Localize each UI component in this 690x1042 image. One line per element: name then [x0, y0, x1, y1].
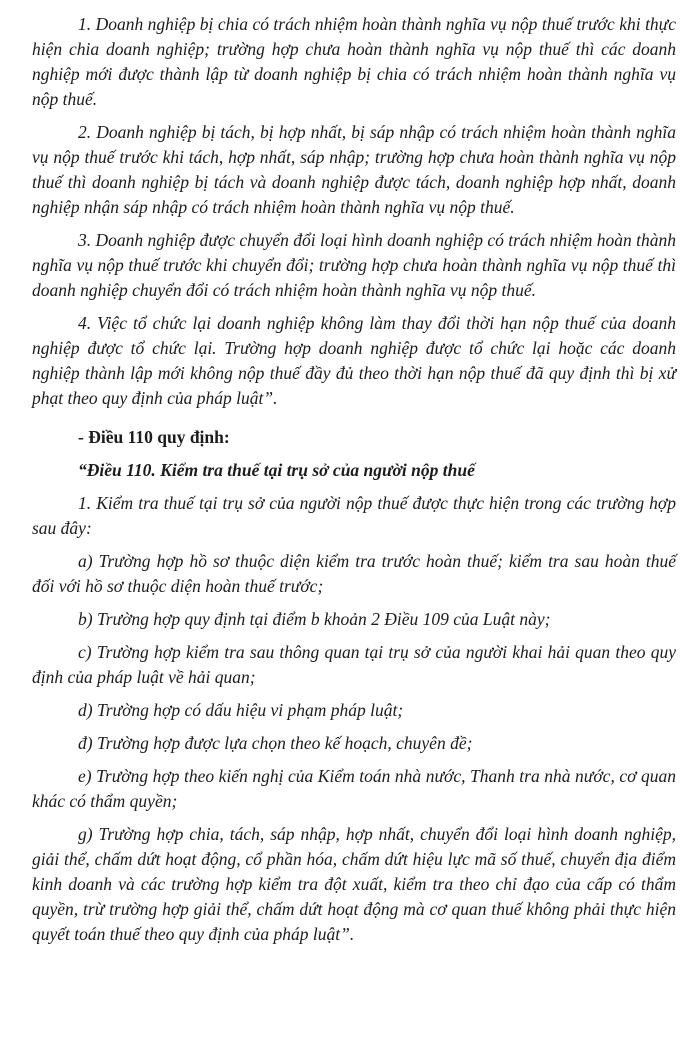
paragraph-item-c: c) Trường hợp kiểm tra sau thông quan tại trụ sở của người khai hải quan theo quy định của pháp luật về hải quan; — [32, 642, 676, 687]
paragraph-clause-2: 2. Doanh nghiệp bị tách, bị hợp nhất, bị sáp nhập có trách nhiệm hoàn thành nghĩa vụ nộp thuế trước khi tách, hợp nhất, sáp nhập; trường hợp chưa hoàn thành nghĩa vụ nộp thuế thì doanh nghiệp bị tách và doanh nghiệp được tách, doanh nghiệp hợp nhất, doanh nghiệp nhận sáp nhập có trách nhiệm hoàn thành nghĩa vụ nộp thuế. — [32, 122, 676, 217]
paragraph-clause-4: 4. Việc tổ chức lại doanh nghiệp không làm thay đổi thời hạn nộp thuế của doanh nghiệp được tổ chức lại. Trường hợp doanh nghiệp được tổ chức lại hoặc các doanh nghiệp thành lập mới không nộp thuế đầy đủ theo thời hạn nộp thuế đã quy định thì bị xử phạt theo quy định của pháp luật”. — [32, 313, 676, 408]
section-heading: - Điều 110 quy định: — [78, 427, 230, 447]
article-title: “Điều 110. Kiểm tra thuế tại trụ sở của người nộp thuế — [78, 460, 475, 480]
paragraph-item-d: d) Trường hợp có dấu hiệu vi phạm pháp luật; — [78, 700, 404, 720]
paragraph-item-e: e) Trường hợp theo kiến nghị của Kiểm toán nhà nước, Thanh tra nhà nước, cơ quan khác có thẩm quyền; — [32, 766, 676, 811]
paragraph-article-intro: 1. Kiểm tra thuế tại trụ sở của người nộp thuế được thực hiện trong các trường hợp sau đây: — [32, 493, 676, 538]
paragraph-item-b: b) Trường hợp quy định tại điểm b khoản 2 Điều 109 của Luật này; — [78, 609, 551, 629]
paragraph-clause-3: 3. Doanh nghiệp được chuyển đổi loại hình doanh nghiệp có trách nhiệm hoàn thành nghĩa vụ nộp thuế trước khi chuyển đổi; trường hợp chưa hoàn thành nghĩa vụ nộp thuế thì doanh nghiệp chuyển đổi có trách nhiệm hoàn thành nghĩa vụ nộp thuế. — [32, 230, 676, 300]
paragraph-item-dd: đ) Trường hợp được lựa chọn theo kế hoạch, chuyên đề; — [78, 733, 473, 753]
paragraph-clause-1: 1. Doanh nghiệp bị chia có trách nhiệm hoàn thành nghĩa vụ nộp thuế trước khi thực hiện chia doanh nghiệp; trường hợp chưa hoàn thành nghĩa vụ nộp thuế thì các doanh nghiệp mới được thành lập từ doanh nghiệp bị chia có trách nhiệm hoàn thành nghĩa vụ nộp thuế. — [32, 14, 676, 109]
paragraph-item-a: a) Trường hợp hồ sơ thuộc diện kiểm tra trước hoàn thuế; kiểm tra sau hoàn thuế đối với hồ sơ thuộc diện hoàn thuế trước; — [32, 551, 676, 596]
paragraph-item-g: g) Trường hợp chia, tách, sáp nhập, hợp nhất, chuyển đổi loại hình doanh nghiệp, giải thể, chấm dứt hoạt động, cổ phần hóa, chấm dứt hiệu lực mã số thuế, chuyển địa điểm kinh doanh và các trường hợp kiểm tra đột xuất, kiểm tra theo chỉ đạo của cấp có thẩm quyền, trừ trường hợp giải thể, chấm dứt hoạt động mà cơ quan thuế không phải thực hiện quyết toán thuế theo quy định của pháp luật”. — [32, 824, 676, 944]
